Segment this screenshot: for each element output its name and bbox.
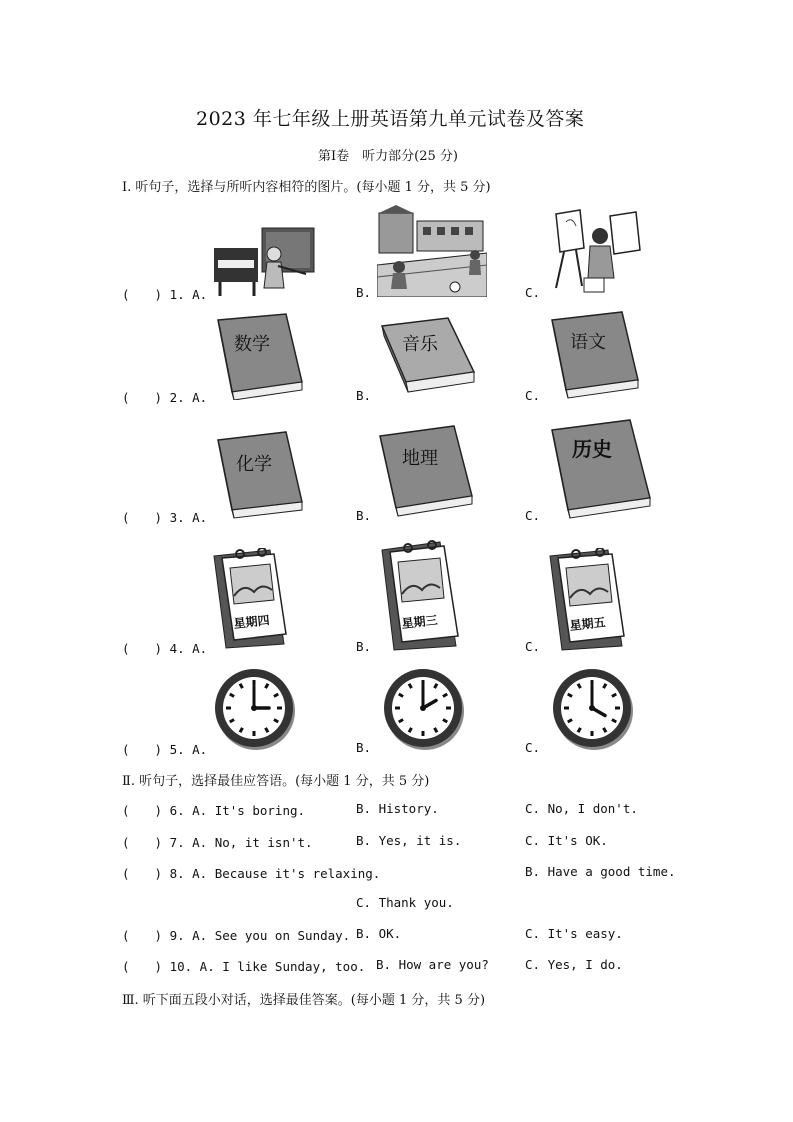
q8-question: ( ) 8. A. Because it's relaxing. bbox=[122, 866, 381, 881]
q2-option-b: B. bbox=[356, 388, 372, 403]
q2-number: ( ) 2. A. bbox=[122, 390, 208, 405]
q8-option-c: C. Thank you. bbox=[356, 895, 454, 910]
geography-book-icon bbox=[376, 424, 476, 518]
section2-heading: Ⅱ. 听句子，选择最佳应答语。(每小题 1 分，共 5 分) bbox=[122, 774, 430, 789]
book-label-history: 历史 bbox=[572, 437, 612, 461]
calendar-wednesday-icon bbox=[380, 540, 462, 652]
section3-heading: Ⅲ. 听下面五段小对话，选择最佳答案。(每小题 1 分，共 5 分) bbox=[122, 993, 486, 1008]
q8-option-b: B. Have a good time. bbox=[525, 864, 676, 879]
math-book-icon bbox=[214, 312, 304, 400]
page-subtitle: 第Ⅰ卷 听力部分(25 分) bbox=[318, 149, 458, 164]
chinese-book-icon bbox=[548, 310, 640, 400]
q10-option-b: B. How are you? bbox=[376, 957, 489, 972]
q6-option-c: C. No, I don't. bbox=[525, 801, 638, 816]
music-class-icon bbox=[212, 226, 316, 298]
section1-heading: Ⅰ. 听句子，选择与所听内容相符的图片。(每小题 1 分，共 5 分) bbox=[122, 180, 491, 195]
book-label-geography: 地理 bbox=[402, 448, 438, 469]
q3-option-b: B. bbox=[356, 508, 372, 523]
q1-number: ( ) 1. A. bbox=[122, 287, 208, 302]
q10-option-c: C. Yes, I do. bbox=[525, 957, 623, 972]
book-label-music: 音乐 bbox=[402, 334, 438, 355]
clock-icon bbox=[381, 666, 465, 750]
q10-question: ( ) 10. A. I like Sunday, too. bbox=[122, 959, 366, 974]
calendar-label-wednesday: 星期三 bbox=[400, 613, 439, 631]
q1-option-c: C. bbox=[525, 285, 541, 300]
page-title: 2023 年七年级上册英语第九单元试卷及答案 bbox=[196, 108, 585, 130]
q6-option-b: B. History. bbox=[356, 801, 439, 816]
q3-number: ( ) 3. A. bbox=[122, 510, 208, 525]
q1-option-b: B. bbox=[356, 285, 372, 300]
calendar-friday-icon bbox=[548, 548, 628, 652]
book-label-chemistry: 化学 bbox=[236, 454, 272, 475]
q9-option-c: C. It's easy. bbox=[525, 926, 623, 941]
q4-option-c: C. bbox=[525, 639, 541, 654]
q5-number: ( ) 5. A. bbox=[122, 742, 208, 757]
q9-option-b: B. OK. bbox=[356, 926, 402, 941]
q5-option-b: B. bbox=[356, 740, 372, 755]
calendar-thursday-icon bbox=[212, 548, 290, 650]
playground-icon bbox=[377, 205, 487, 297]
art-class-icon bbox=[546, 208, 642, 296]
calendar-label-thursday: 星期四 bbox=[232, 613, 271, 631]
clock-icon bbox=[212, 666, 296, 750]
book-label-chinese: 语文 bbox=[570, 332, 606, 353]
q7-option-c: C. It's OK. bbox=[525, 833, 608, 848]
q4-option-b: B. bbox=[356, 639, 372, 654]
q5-option-c: C. bbox=[525, 740, 541, 755]
q7-question: ( ) 7. A. No, it isn't. bbox=[122, 835, 313, 850]
q7-option-b: B. Yes, it is. bbox=[356, 833, 462, 848]
book-label-math: 数学 bbox=[234, 334, 270, 355]
chemistry-book-icon bbox=[214, 430, 306, 520]
q3-option-c: C. bbox=[525, 508, 541, 523]
clock-icon bbox=[550, 666, 634, 750]
q9-question: ( ) 9. A. See you on Sunday. bbox=[122, 928, 351, 943]
calendar-label-friday: 星期五 bbox=[568, 615, 607, 633]
history-book-icon bbox=[548, 418, 654, 520]
music-book-icon bbox=[378, 316, 478, 396]
q2-option-c: C. bbox=[525, 388, 541, 403]
q4-number: ( ) 4. A. bbox=[122, 641, 208, 656]
q6-question: ( ) 6. A. It's boring. bbox=[122, 803, 306, 818]
